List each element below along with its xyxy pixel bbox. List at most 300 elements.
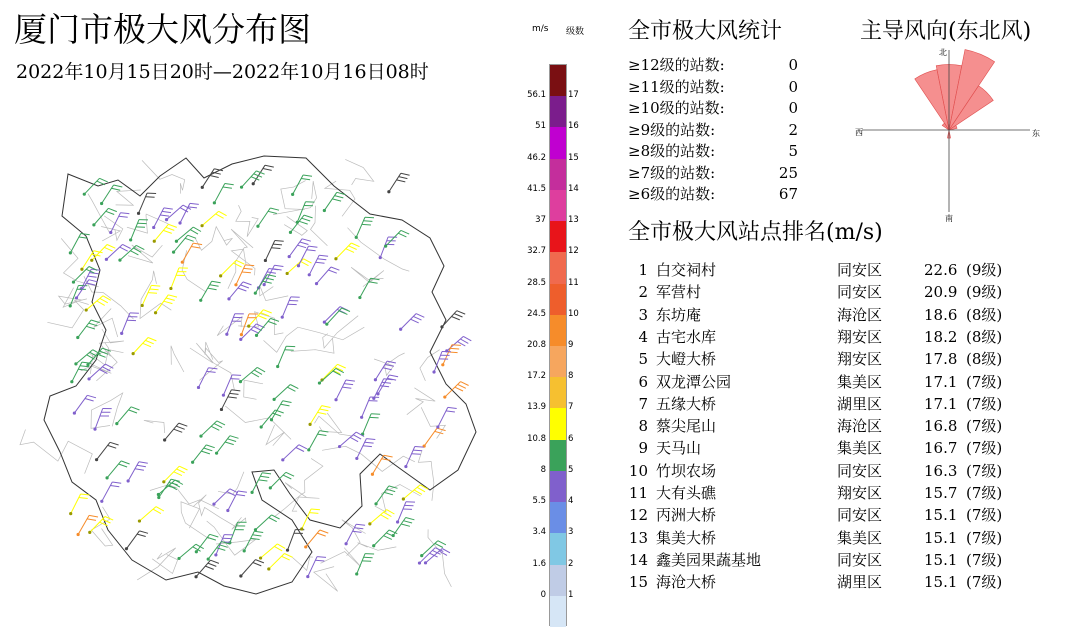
- station-district: 同安区: [837, 261, 883, 279]
- station-district: 集美区: [837, 372, 883, 391]
- legend-color-cell: [550, 377, 566, 409]
- station-name: 海沧大桥: [656, 573, 717, 592]
- legend-grade-label: 7: [568, 402, 574, 413]
- township-boundary: [101, 216, 123, 241]
- township-boundary: [238, 312, 283, 335]
- station-wind-barb: [374, 361, 396, 381]
- township-boundary: [59, 288, 87, 308]
- station-wind-barb: [215, 436, 239, 455]
- wind-grade: (7级): [966, 417, 1003, 436]
- station-wind-barb: [240, 171, 265, 189]
- legend-grade-label: 6: [568, 433, 574, 444]
- station-district: 海沧区: [837, 305, 883, 324]
- ranking-row: [628, 259, 1048, 281]
- station-wind-barb: [286, 530, 304, 552]
- ranking-row: [628, 371, 1048, 393]
- legend-ms-label: 24.5: [527, 308, 546, 319]
- township-boundary: [88, 194, 110, 233]
- station-wind-barb: [191, 445, 215, 464]
- station-wind-barb: [361, 414, 380, 436]
- township-boundary: [228, 229, 253, 289]
- legend-ms-label: 1.6: [532, 558, 546, 569]
- station-wind-barb: [355, 554, 374, 576]
- wind-rose-sectors: [915, 50, 995, 139]
- ranking-row: [628, 415, 1048, 437]
- map-title: 厦门市极大风分布图: [14, 10, 311, 49]
- stats-title: 全市极大风统计: [628, 19, 783, 44]
- legend-ms-label: 20.8: [527, 340, 546, 350]
- wind-grade: (9级): [966, 283, 1003, 302]
- wind-grade: (8级): [966, 327, 1003, 346]
- legend-grade-label: 3: [568, 527, 574, 538]
- ranking-row: [628, 393, 1048, 415]
- station-wind-barb: [374, 486, 397, 506]
- station-wind-barb: [267, 554, 292, 571]
- station-wind-barb: [120, 313, 139, 335]
- station-wind-barb: [334, 243, 359, 260]
- xiamen-outline: [44, 156, 476, 594]
- station-wind-barb: [100, 482, 121, 503]
- station-district: 翔安区: [837, 327, 883, 346]
- station-wind-barb: [379, 237, 397, 259]
- wind-grade: (8级): [966, 350, 1003, 369]
- stats-value: 2: [788, 120, 798, 139]
- rank-number: 9: [638, 439, 648, 458]
- wind-speed: 17.1: [924, 394, 958, 413]
- stats-label: ≥10级的站数:: [628, 99, 725, 117]
- legend-ms-label: 0: [540, 589, 546, 600]
- wind-grade: (8级): [966, 305, 1003, 324]
- township-boundary: [196, 227, 233, 251]
- wind-grade: (7级): [966, 550, 1003, 569]
- station-wind-barb: [95, 442, 119, 461]
- ranking-row: [628, 304, 1048, 326]
- station-wind-barb: [199, 281, 220, 302]
- wind-grade: (7级): [966, 439, 1003, 458]
- station-district: 同安区: [837, 506, 883, 525]
- township-boundary: [152, 555, 178, 574]
- station-wind-barb: [308, 406, 330, 426]
- color-legend-bar: [549, 64, 567, 626]
- station-wind-barb: [368, 510, 394, 526]
- legend-color-cell: [550, 565, 566, 597]
- station-wind-barb: [226, 491, 247, 512]
- wind-speed: 22.6: [924, 261, 958, 279]
- station-name: 五缘大桥: [656, 394, 717, 413]
- station-wind-barb: [220, 390, 240, 411]
- ranking-row: [628, 281, 1048, 303]
- legend-grade-label: 4: [568, 496, 574, 507]
- station-name: 蔡尖尾山: [656, 417, 717, 436]
- station-name: 双龙潭公园: [656, 372, 732, 391]
- ranking-title: 全市极大风站点排名(m/s): [628, 220, 883, 245]
- station-wind-barb: [289, 215, 313, 234]
- rank-number: 8: [638, 417, 648, 436]
- station-wind-barb: [281, 445, 307, 462]
- station-wind-barb: [252, 165, 274, 185]
- legend-color-cell: [550, 471, 566, 503]
- legend-grade-label: 13: [568, 215, 579, 226]
- township-boundary: [91, 507, 112, 546]
- station-wind-barb: [90, 245, 115, 262]
- station-wind-barb: [194, 560, 218, 578]
- station-wind-barb: [358, 278, 379, 299]
- township-boundary: [150, 485, 219, 509]
- station-wind-barb: [273, 385, 299, 401]
- station-wind-barb: [276, 346, 295, 368]
- township-boundary: [375, 485, 421, 513]
- rose-north-label: 北: [939, 48, 947, 57]
- wind-speed: 18.2: [924, 327, 958, 346]
- legend-ms-label: 46.2: [527, 152, 546, 163]
- stats-label: ≥11级的站数:: [628, 77, 725, 96]
- legend-ms-label: 13.9: [527, 402, 546, 413]
- wind-grade: (7级): [966, 528, 1003, 547]
- legend-color-cell: [550, 502, 566, 534]
- legend-grade-label: 1: [568, 589, 574, 600]
- stats-value: 5: [788, 142, 798, 160]
- stats-value: 0: [788, 77, 798, 96]
- stats-label: ≥12级的站数:: [628, 56, 725, 74]
- stats-value: 0: [788, 56, 798, 74]
- station-wind-barb: [323, 192, 346, 212]
- wind-rose-title: 主导风向(东北风): [860, 19, 1032, 44]
- station-wind-barb: [127, 462, 148, 483]
- ranking-row: [628, 571, 1048, 593]
- station-name: 大有头礁: [656, 484, 717, 502]
- station-name: 军营村: [656, 283, 702, 302]
- station-wind-barb: [291, 175, 312, 196]
- township-boundary: [322, 446, 415, 471]
- wind-speed: 20.9: [924, 283, 958, 302]
- station-wind-barb: [100, 185, 122, 205]
- wind-speed: 17.8: [924, 350, 958, 369]
- township-boundary: [127, 214, 168, 233]
- rank-number: 6: [638, 372, 648, 391]
- township-boundary: [285, 483, 319, 512]
- ranking-row: [628, 482, 1048, 504]
- legend-grade-label: 17: [568, 90, 579, 101]
- station-wind-barb: [214, 535, 233, 557]
- station-district: 翔安区: [837, 350, 883, 369]
- station-wind-barb: [115, 407, 139, 425]
- wind-speed: 15.7: [924, 484, 958, 502]
- ranking-row: [628, 437, 1048, 459]
- township-boundary: [374, 353, 405, 376]
- township-boundary: [264, 327, 365, 352]
- legend-unit-header: m/s: [532, 24, 549, 34]
- station-wind-barb: [85, 296, 111, 312]
- legend-color-cell: [550, 127, 566, 159]
- station-name: 古宅水库: [656, 327, 717, 346]
- ranking-row: [628, 460, 1048, 482]
- township-boundary: [171, 346, 184, 372]
- station-wind-barb: [199, 421, 225, 438]
- ranking-row: [628, 504, 1048, 526]
- rank-number: 10: [628, 461, 648, 480]
- station-wind-barb: [355, 217, 374, 239]
- station-wind-barb: [440, 311, 465, 329]
- rose-south-label: 南: [945, 214, 953, 223]
- legend-grade-label: 12: [568, 246, 579, 257]
- wind-map: [0, 0, 530, 635]
- station-name: 天马山: [656, 439, 702, 458]
- wind-speed: 15.1: [924, 550, 958, 569]
- rank-number: 5: [638, 350, 648, 369]
- legend-grade-label: 15: [568, 152, 579, 163]
- township-boundary: [314, 567, 338, 592]
- stats-value: 25: [778, 163, 798, 182]
- station-district: 同安区: [837, 550, 883, 569]
- legend-color-cell: [550, 533, 566, 565]
- township-boundary: [116, 190, 141, 205]
- station-district: 翔安区: [837, 484, 883, 502]
- legend-color-cell: [550, 252, 566, 284]
- station-district: 湖里区: [837, 394, 883, 413]
- wind-speed: 16.7: [924, 439, 958, 458]
- station-wind-barb: [234, 265, 254, 286]
- ranking-row: [628, 326, 1048, 348]
- station-district: 同安区: [837, 461, 883, 480]
- station-wind-barb: [264, 241, 284, 263]
- legend-ms-label: 51: [535, 121, 546, 132]
- station-wind-barb: [181, 243, 202, 264]
- rank-number: 1: [638, 261, 648, 279]
- station-district: 湖里区: [837, 573, 883, 592]
- legend-grade-header: 级数: [566, 27, 585, 37]
- station-name: 大嶝大桥: [656, 350, 717, 369]
- station-wind-barb: [315, 267, 339, 285]
- wind-grade: (7级): [966, 394, 1003, 413]
- wind-speed: 18.6: [924, 305, 958, 324]
- legend-ms-label: 5.5: [532, 496, 546, 507]
- rank-number: 11: [628, 484, 648, 502]
- legend-color-cell: [550, 440, 566, 472]
- township-boundary: [407, 388, 435, 415]
- station-wind-barb: [138, 507, 164, 523]
- wind-speed: 15.1: [924, 506, 958, 525]
- legend-color-cell: [550, 315, 566, 347]
- stats-label: ≥9级的站数:: [628, 120, 716, 139]
- township-boundary: [61, 238, 98, 286]
- township-boundary: [315, 416, 354, 436]
- legend-grade-label: 2: [568, 558, 574, 569]
- station-wind-barb: [76, 320, 100, 339]
- legend-ms-label: 56.1: [527, 90, 546, 101]
- station-wind-barb: [281, 297, 300, 319]
- station-wind-barb: [169, 268, 188, 290]
- ranking-row: [628, 549, 1048, 571]
- legend-ms-label: 32.7: [527, 246, 546, 257]
- wind-speed: 15.1: [924, 528, 958, 547]
- station-wind-barb: [177, 544, 203, 560]
- legend-grade-label: 11: [568, 277, 579, 288]
- station-wind-barb: [212, 489, 238, 506]
- legend-ms-label: 37: [535, 215, 546, 226]
- rank-number: 13: [628, 528, 648, 547]
- station-wind-barb: [307, 431, 328, 452]
- wind-speed: 16.3: [924, 461, 958, 480]
- station-wind-barb: [73, 395, 96, 414]
- township-boundary: [190, 343, 234, 389]
- township-boundary: [293, 557, 313, 571]
- township-boundary: [358, 543, 397, 551]
- legend-grade-label: 9: [568, 340, 574, 350]
- rank-number: 14: [628, 550, 648, 569]
- station-name: 白交祠村: [656, 261, 717, 279]
- legend-grade-label: 5: [568, 464, 574, 475]
- station-wind-barb: [197, 368, 217, 389]
- station-wind-barb: [227, 282, 251, 301]
- legend-ms-label: 28.5: [527, 277, 546, 288]
- township-boundary: [47, 300, 88, 328]
- township-boundary: [90, 352, 117, 381]
- station-wind-barb: [132, 338, 157, 356]
- legend-color-cell: [550, 96, 566, 128]
- station-district: 海沧区: [837, 417, 883, 436]
- township-boundary: [266, 425, 284, 446]
- station-name: 丙洲大桥: [656, 506, 717, 525]
- station-district: 同安区: [837, 283, 883, 302]
- township-boundary: [260, 285, 289, 301]
- township-boundary: [275, 458, 323, 516]
- rank-number: 12: [628, 506, 648, 525]
- station-wind-barb: [376, 375, 398, 395]
- legend-grade-label: 16: [568, 121, 579, 132]
- township-boundary: [291, 338, 334, 353]
- station-wind-barb: [105, 461, 129, 480]
- station-wind-barb: [399, 314, 424, 331]
- legend-ms-label: 10.8: [527, 433, 546, 444]
- wind-speed: 17.1: [924, 372, 958, 391]
- wind-stations: [69, 165, 472, 578]
- township-boundary: [20, 430, 92, 474]
- township-boundary: [144, 420, 165, 433]
- township-boundary: [319, 413, 341, 433]
- station-district: 集美区: [837, 528, 883, 547]
- stats-value: 67: [778, 185, 798, 203]
- ranking-row: [628, 527, 1048, 549]
- legend-color-cell: [550, 65, 566, 97]
- wind-grade: (7级): [966, 461, 1003, 480]
- stats-value: 0: [788, 99, 798, 117]
- station-wind-barb: [213, 184, 234, 205]
- station-name: 竹坝农场: [656, 461, 717, 480]
- rank-number: 7: [638, 394, 648, 413]
- station-wind-barb: [396, 502, 415, 524]
- township-boundary: [142, 160, 185, 193]
- legend-ms-label: 17.2: [527, 371, 546, 382]
- township-boundary: [236, 205, 258, 237]
- township-boundary: [84, 276, 134, 319]
- wind-grade: (7级): [966, 573, 1003, 592]
- township-boundary: [137, 548, 176, 580]
- rose-west-label: 西: [855, 128, 863, 137]
- station-wind-barb: [404, 447, 424, 469]
- station-name: 集美大桥: [656, 528, 717, 547]
- legend-ms-label: 8: [540, 464, 546, 475]
- station-wind-barb: [423, 428, 446, 447]
- wind-grade: (7级): [966, 484, 1003, 502]
- rank-number: 3: [638, 305, 648, 324]
- station-wind-barb: [165, 205, 191, 221]
- legend-grade-label: 10: [568, 308, 579, 319]
- station-wind-barb: [125, 531, 148, 550]
- station-wind-barb: [200, 211, 226, 227]
- legend-color-cell: [550, 346, 566, 378]
- stats-label: ≥7级的站数:: [628, 163, 716, 182]
- station-wind-barb: [105, 244, 131, 261]
- ranking-row: [628, 348, 1048, 370]
- legend-color-cell: [550, 408, 566, 440]
- legend-color-cell: [550, 159, 566, 191]
- wind-grade: (9级): [966, 261, 1003, 279]
- wind-speed: 16.8: [924, 417, 958, 436]
- station-wind-barb: [254, 515, 280, 531]
- station-wind-barb: [77, 515, 98, 536]
- station-name: 东坊庵: [656, 305, 702, 324]
- station-wind-barb: [154, 295, 177, 315]
- township-boundary: [345, 159, 373, 185]
- station-wind-barb: [141, 285, 161, 307]
- rank-number: 15: [628, 573, 648, 592]
- stats-label: ≥6级的站数:: [628, 185, 716, 203]
- stats-label: ≥8级的站数:: [628, 142, 716, 160]
- station-wind-barb: [163, 423, 187, 441]
- legend-color-cell: [550, 596, 566, 628]
- station-wind-barb: [152, 208, 173, 229]
- station-wind-barb: [153, 224, 177, 243]
- station-wind-barb: [392, 518, 415, 538]
- wind-rose: [852, 40, 1047, 225]
- station-wind-barb: [372, 530, 397, 547]
- rank-number: 4: [638, 327, 648, 346]
- station-district: 集美区: [837, 439, 883, 458]
- rank-number: 2: [638, 283, 648, 302]
- station-wind-barb: [93, 409, 111, 431]
- station-wind-barb: [201, 169, 223, 189]
- time-range: 2022年10月15日20时—2022年10月16日08时: [16, 61, 429, 83]
- station-wind-barb: [360, 397, 379, 419]
- township-boundary: [321, 548, 361, 567]
- legend-color-cell: [550, 221, 566, 253]
- rose-east-label: 东: [1032, 129, 1040, 138]
- legend-color-cell: [550, 284, 566, 316]
- station-wind-barb: [387, 173, 409, 193]
- station-wind-barb: [239, 560, 264, 578]
- township-boundary: [244, 380, 263, 399]
- legend-grade-label: 14: [568, 183, 579, 194]
- legend-ms-label: 41.5: [527, 183, 546, 194]
- township-boundary: [232, 517, 246, 529]
- station-wind-barb: [270, 401, 292, 422]
- wind-speed: 15.1: [924, 573, 958, 592]
- station-wind-barb: [443, 382, 468, 399]
- station-wind-barb: [344, 524, 365, 545]
- station-wind-barb: [371, 455, 393, 476]
- legend-grade-label: 8: [568, 371, 574, 382]
- station-wind-barb: [256, 208, 279, 228]
- legend-color-cell: [550, 190, 566, 222]
- wind-grade: (7级): [966, 372, 1003, 391]
- township-boundary: [323, 316, 359, 348]
- wind-grade: (7级): [966, 506, 1003, 525]
- legend-ms-label: 3.4: [532, 527, 546, 538]
- station-wind-barb: [239, 367, 265, 383]
- station-name: 鑫美园果蔬基地: [656, 550, 762, 569]
- station-wind-barb: [334, 380, 354, 401]
- station-wind-barb: [69, 494, 89, 515]
